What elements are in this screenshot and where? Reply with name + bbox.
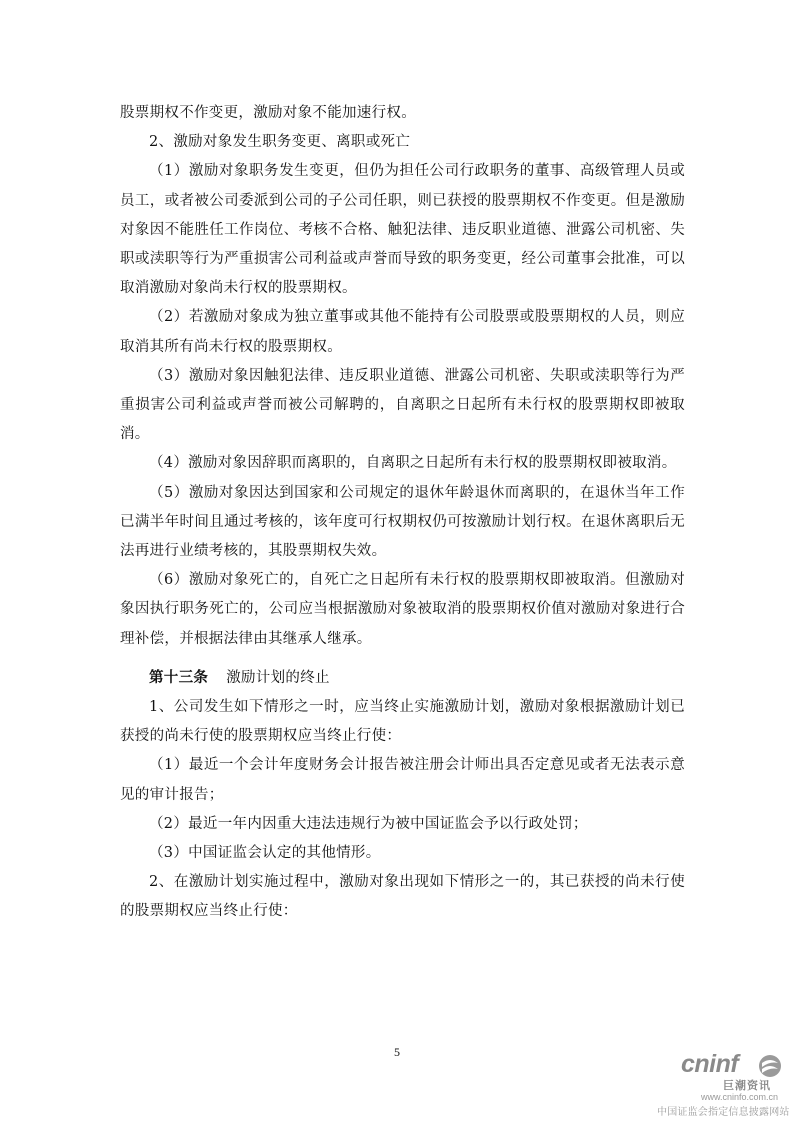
paragraph: （5）激励对象因达到国家和公司规定的退休年龄退休而离职的，在退休当年工作已满半年时间且通过考核的，该年度可行权期权仍可按激励计划行权。在退休离职后无法再进行业绩考核的，其股票期权失效。 bbox=[120, 484, 685, 560]
section-title: 激励计划的终止 bbox=[226, 669, 330, 686]
paragraph: （6）激励对象死亡的，自死亡之日起所有未行权的股票期权即被取消。但激励对象因执行职务死亡的，公司应当根据激励对象被取消的股票期权价值对激励对象进行合理补偿，并根据法律由其继承人继承。 bbox=[120, 572, 685, 647]
paragraph: （1）激励对象职务发生变更，但仍为担任公司行政职务的董事、高级管理人员或员工，或者被公司委派到公司的子公司任职，则已获授的股票期权不作变更。但是激励对象因不能胜任工作岗位、考核不合格、触犯法律、违反职业道德、泄露公司机密、失职或渎职等行为严重损害公司利益或声誉而导致的职务变更，经公司董事会批准，可以取消激励对象尚未行权的股票期权。 bbox=[120, 163, 685, 297]
logo-chinese-name: 巨潮资讯 bbox=[723, 1079, 771, 1092]
paragraph: 1、公司发生如下情形之一时，应当终止实施激励计划，激励对象根据激励计划已获授的尚未行使的股票期权应当终止行使： bbox=[120, 699, 685, 745]
paragraph: 2、激励对象发生职务变更、离职或死亡 bbox=[149, 134, 411, 151]
document-body bbox=[120, 99, 685, 927]
paragraph-group-1 bbox=[120, 99, 685, 654]
logo-tagline: 中国证监会指定信息披露网站 bbox=[657, 1107, 790, 1118]
paragraph: （3）激励对象因触犯法律、违反职业道德、泄露公司机密、失职或渎职等行为严重损害公司利益或声誉而被公司解聘的，自离职之日起所有未行权的股票期权即被取消。 bbox=[120, 367, 685, 443]
page-number: 5 bbox=[394, 1045, 400, 1059]
paragraph: （2）若激励对象成为独立董事或其他不能持有公司股票或股票期权的人员，则应取消其所有尚未行权的股票期权。 bbox=[120, 309, 685, 355]
logo-url: www.cninfo.com.cn bbox=[701, 1092, 779, 1102]
paragraph: 2、在激励计划实施过程中，激励对象出现如下情形之一的，其已获授的尚未行使的股票期权应当终止行使： bbox=[120, 874, 685, 920]
paragraph: 股票期权不作变更，激励对象不能加速行权。 bbox=[120, 105, 416, 121]
logo-wordmark: cninf bbox=[681, 1050, 739, 1078]
section-heading bbox=[120, 663, 685, 693]
paragraph: （4）激励对象因辞职而离职的，自离职之日起所有未行权的股票期权即被取消。 bbox=[149, 455, 677, 472]
logo-swirl-icon bbox=[757, 1053, 783, 1079]
section-number: 第十三条 bbox=[149, 668, 209, 686]
cninfo-logo bbox=[655, 1050, 790, 1116]
paragraph-group-2 bbox=[120, 693, 685, 927]
paragraph: （3）中国证监会认定的其他情形。 bbox=[149, 845, 381, 862]
paragraph: （1）最近一个会计年度财务会计报告被注册会计师出具否定意见或者无法表示意见的审计报告； bbox=[120, 757, 685, 803]
paragraph: （2）最近一年内因重大违法违规行为被中国证监会予以行政处罚； bbox=[149, 815, 588, 832]
